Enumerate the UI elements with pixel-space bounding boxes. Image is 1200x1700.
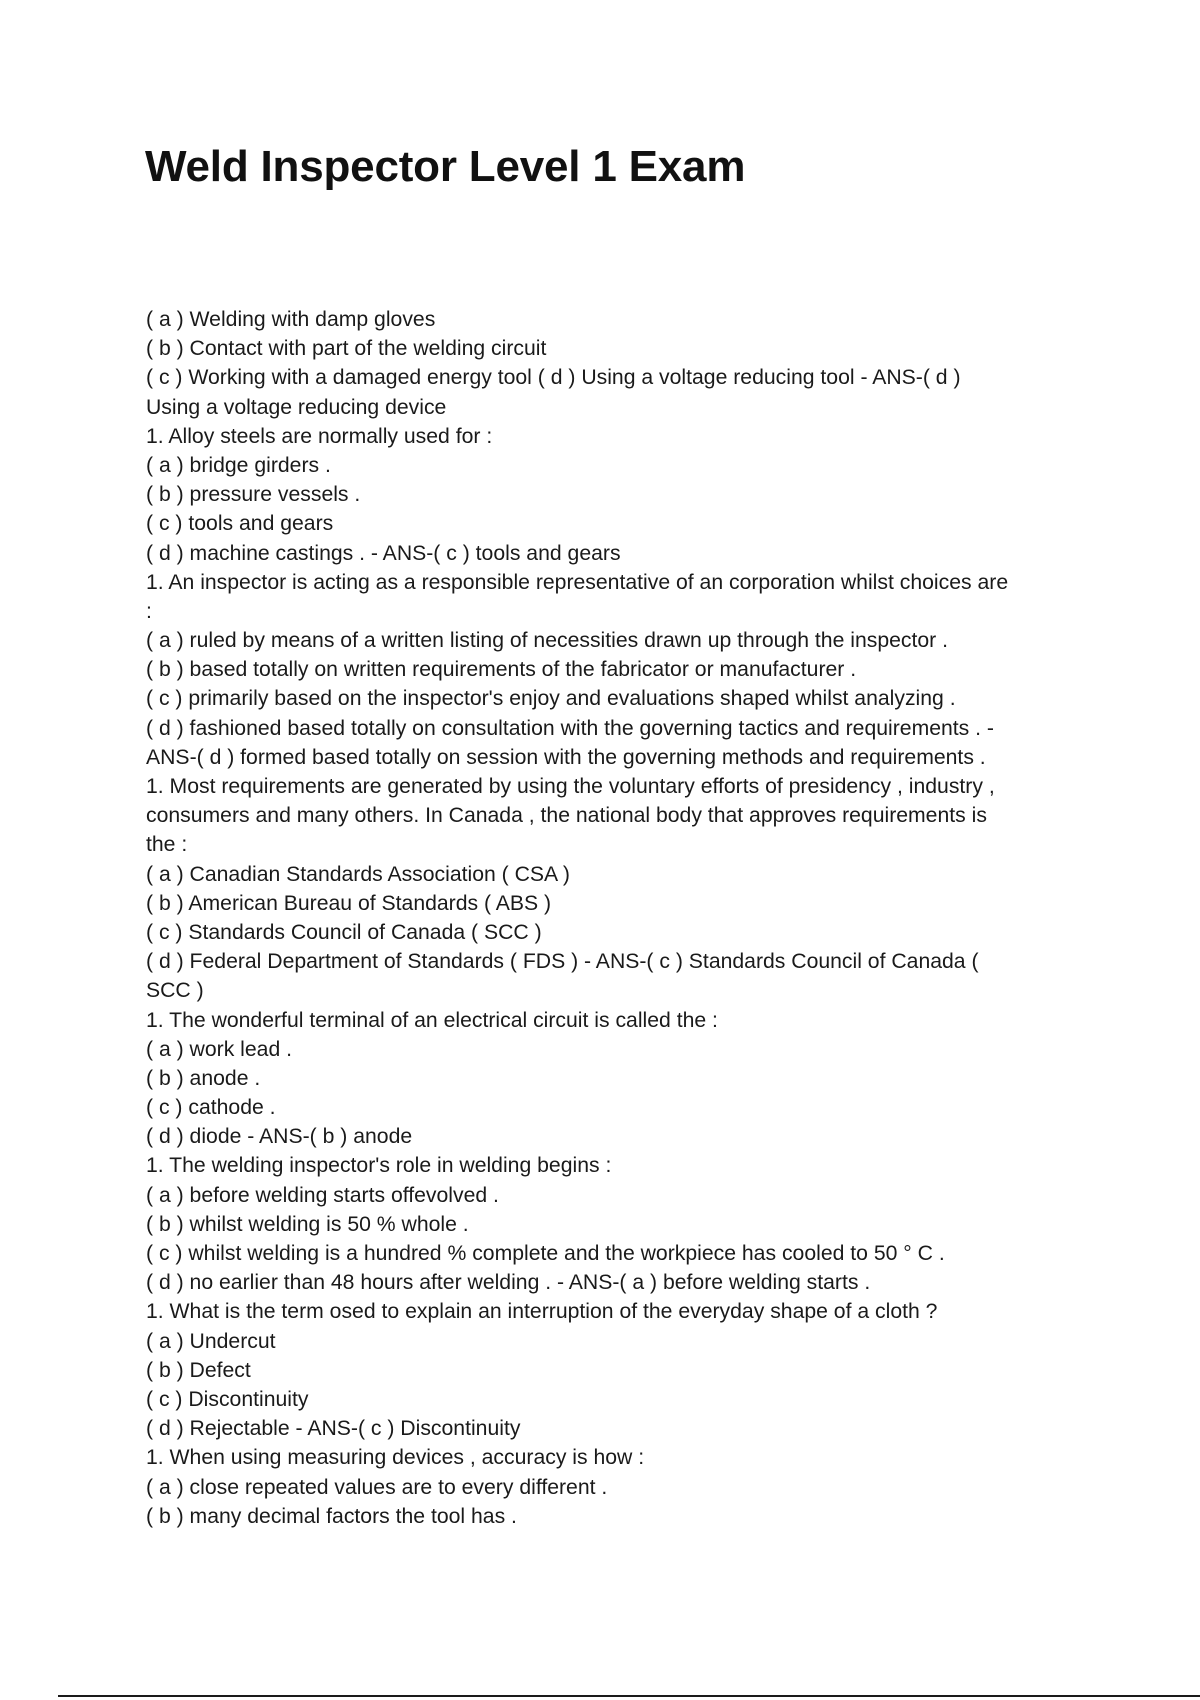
- text-line: 1. Most requirements are generated by using the voluntary efforts of presidency , industry ,: [146, 775, 995, 798]
- text-line: 1. What is the term osed to explain an interruption of the everyday shape of a cloth ?: [146, 1300, 938, 1324]
- text-line: ( b ) based totally on written requirements of the fabricator or manufacturer .: [146, 658, 857, 682]
- text-line: ( c ) whilst welding is a hundred % complete and the workpiece has cooled to 50 ° C .: [146, 1242, 945, 1265]
- text-line: 1. An inspector is acting as a responsible representative of an corporation whilst choices are: [146, 570, 1009, 594]
- text-line: ( c ) Standards Council of Canada ( SCC ): [146, 920, 542, 944]
- text-line: ( b ) whilst welding is 50 % whole .: [146, 1212, 469, 1236]
- footer-divider: [58, 1695, 1200, 1697]
- text-line: ( d ) machine castings . - ANS-( c ) tools and gears: [146, 541, 621, 565]
- text-line: ( c ) Working with a damaged energy tool ( d ) Using a voltage reducing tool - ANS-( d ): [146, 366, 961, 390]
- text-line: ( a ) close repeated values are to every different .: [146, 1475, 608, 1499]
- text-line: ANS-( d ) formed based totally on session with the governing methods and requirements .: [146, 745, 986, 769]
- text-line: 1. The welding inspector's role in welding begins :: [146, 1154, 612, 1178]
- text-line: ( b ) many decimal factors the tool has .: [146, 1504, 517, 1528]
- text-line: ( b ) anode .: [146, 1066, 261, 1090]
- text-line: ( b ) Defect: [146, 1358, 251, 1382]
- text-line: consumers and many others. In Canada , the national body that approves requirements is: [146, 804, 987, 828]
- text-line: SCC ): [146, 979, 204, 1003]
- text-line: ( a ) before welding starts offevolved .: [146, 1183, 499, 1207]
- exam-text-body: [146, 305, 1066, 1531]
- text-line: :: [146, 599, 152, 623]
- text-line: ( b ) Contact with part of the welding circuit: [146, 337, 547, 361]
- text-line: 1. The wonderful terminal of an electrical circuit is called the :: [146, 1008, 718, 1032]
- text-line: the :: [146, 833, 188, 857]
- text-line: ( b ) American Bureau of Standards ( ABS ): [146, 891, 552, 915]
- text-line: ( d ) no earlier than 48 hours after welding . - ANS-( a ) before welding starts .: [146, 1271, 871, 1295]
- page-title: Weld Inspector Level 1 Exam: [145, 142, 746, 191]
- text-line: 1. Alloy steels are normally used for :: [146, 424, 493, 448]
- text-line: ( a ) work lead .: [146, 1037, 293, 1061]
- text-line: ( d ) Federal Department of Standards ( FDS ) - ANS-( c ) Standards Council of Canada (: [146, 950, 979, 974]
- text-line: ( a ) ruled by means of a written listing of necessities drawn up through the inspector .: [146, 629, 949, 653]
- text-line: 1. When using measuring devices , accuracy is how :: [146, 1446, 645, 1470]
- text-line: ( a ) Undercut: [146, 1329, 276, 1353]
- text-line: ( c ) tools and gears: [146, 512, 334, 536]
- text-line: ( d ) Rejectable - ANS-( c ) Discontinuity: [146, 1417, 521, 1441]
- text-line: ( a ) Canadian Standards Association ( CSA ): [146, 862, 570, 886]
- text-line: ( c ) cathode .: [146, 1096, 276, 1120]
- text-line: ( c ) Discontinuity: [146, 1387, 309, 1411]
- text-line: ( a ) Welding with damp gloves: [146, 308, 436, 331]
- text-line: ( a ) bridge girders .: [146, 453, 331, 477]
- text-line: ( d ) diode - ANS-( b ) anode: [146, 1125, 413, 1149]
- text-line: Using a voltage reducing device: [146, 395, 447, 419]
- text-line: ( c ) primarily based on the inspector's enjoy and evaluations shaped whilst analyzing .: [146, 687, 956, 711]
- text-line: ( b ) pressure vessels .: [146, 483, 361, 507]
- text-line: ( d ) fashioned based totally on consultation with the governing tactics and requirements . -: [146, 716, 994, 740]
